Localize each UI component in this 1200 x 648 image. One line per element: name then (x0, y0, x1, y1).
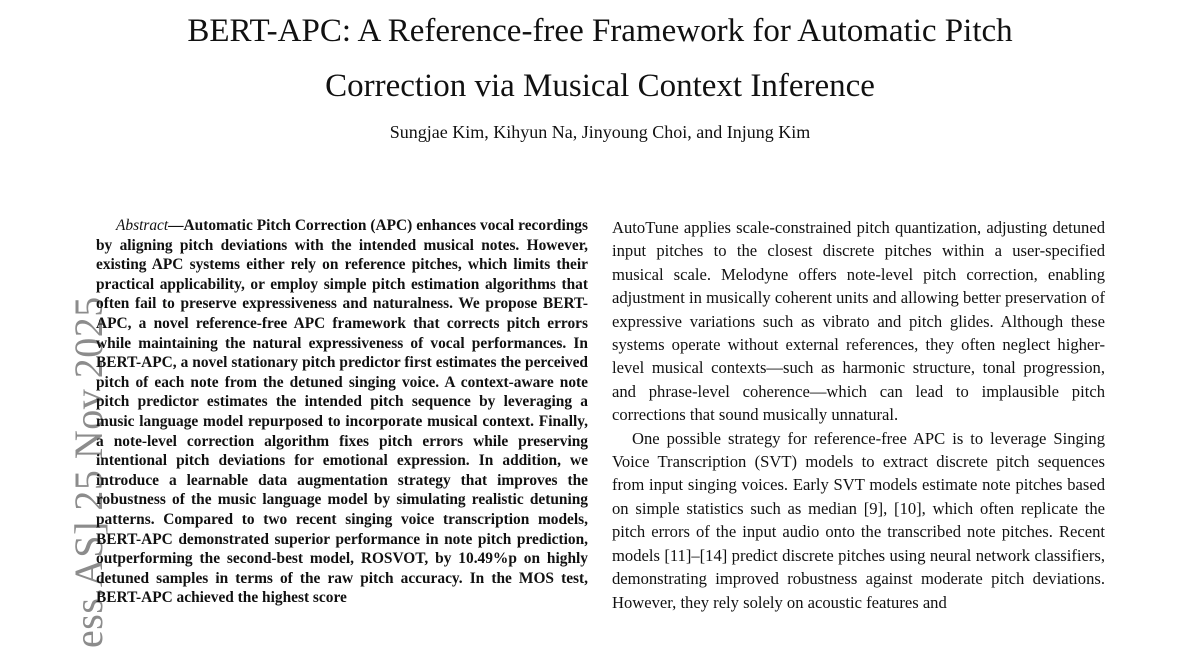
title-line-1: BERT-APC: A Reference-free Framework for Automatic Pitch (187, 13, 1013, 49)
paper-title (0, 4, 1200, 114)
title-line-2: Correction via Musical Context Inference (325, 68, 875, 104)
abstract-text: Automatic Pitch Correction (APC) enhances vocal recordings by aligning pitch deviations with the intended musical notes. However, existing APC systems either rely on reference pitches, which limits their practical applicability, or employ simple pitch estimation algorithms that often fail to preserve expressiveness and naturalness. We propose BERT-APC, a novel reference-free APC framework that corrects pitch errors while maintaining the natural expressiveness of vocal performances. In BERT-APC, a novel stationary pitch predictor first estimates the perceived pitch of each note from the detuned singing voice. A context-aware note pitch predictor estimates the intended pitch sequence by leveraging a music language model repurposed to incorporate musical context. Finally, a note-level correction algorithm fixes pitch errors while preserving intentional pitch deviations for emotional expression. In addition, we introduce a learnable data augmentation strategy that improves the robustness of the music language model by simulating realistic detuning patterns. Compared to two recent singing voice transcription models, BERT-APC demonstrated superior performance in note pitch prediction, outperforming the second-best model, ROSVOT, by 10.49%p on highly detuned samples in terms of the raw pitch accuracy. In the MOS test, BERT-APC achieved the highest score (96, 217, 588, 607)
body-paragraph-2: One possible strategy for reference-free APC is to leverage Singing Voice Transcription (SVT) models to extract discrete pitch sequences from input singing voices. Early SVT models estimate note pitches based on simple statistics such as median [9], [10], which often replicate the pitch errors of the input audio onto the transcribed note pitches. Recent models [11]–[14] predict discrete pitches using neural network classifiers, demonstrating improved robustness against moderate pitch deviations. However, they rely solely on acoustic features and (612, 428, 1105, 612)
abstract-block (96, 216, 588, 608)
body-paragraph-1: AutoTune applies scale-constrained pitch quantization, adjusting detuned input pitches to the closest discrete pitches within a user-specified musical scale. Melodyne offers note-level pitch correction, enabling adjustment in musically coherent units and allowing better preservation of expressive variations such as vibrato and pitch glides. Although these systems operate without external references, they often neglect higher-level musical contexts—such as harmonic structure, tonal progression, and phrase-level coherence—which can lead to implausible pitch corrections that sound musically unnatural. (612, 218, 1105, 425)
abstract-dash: — (168, 217, 184, 234)
abstract-heading: Abstract (116, 217, 169, 234)
body-column-right (612, 216, 1105, 614)
author-list: Sungjae Kim, Kihyun Na, Jinyoung Choi, and Injung Kim (389, 122, 811, 142)
arxiv-watermark: ess.AS] 25 Nov 2025 (66, 296, 111, 648)
